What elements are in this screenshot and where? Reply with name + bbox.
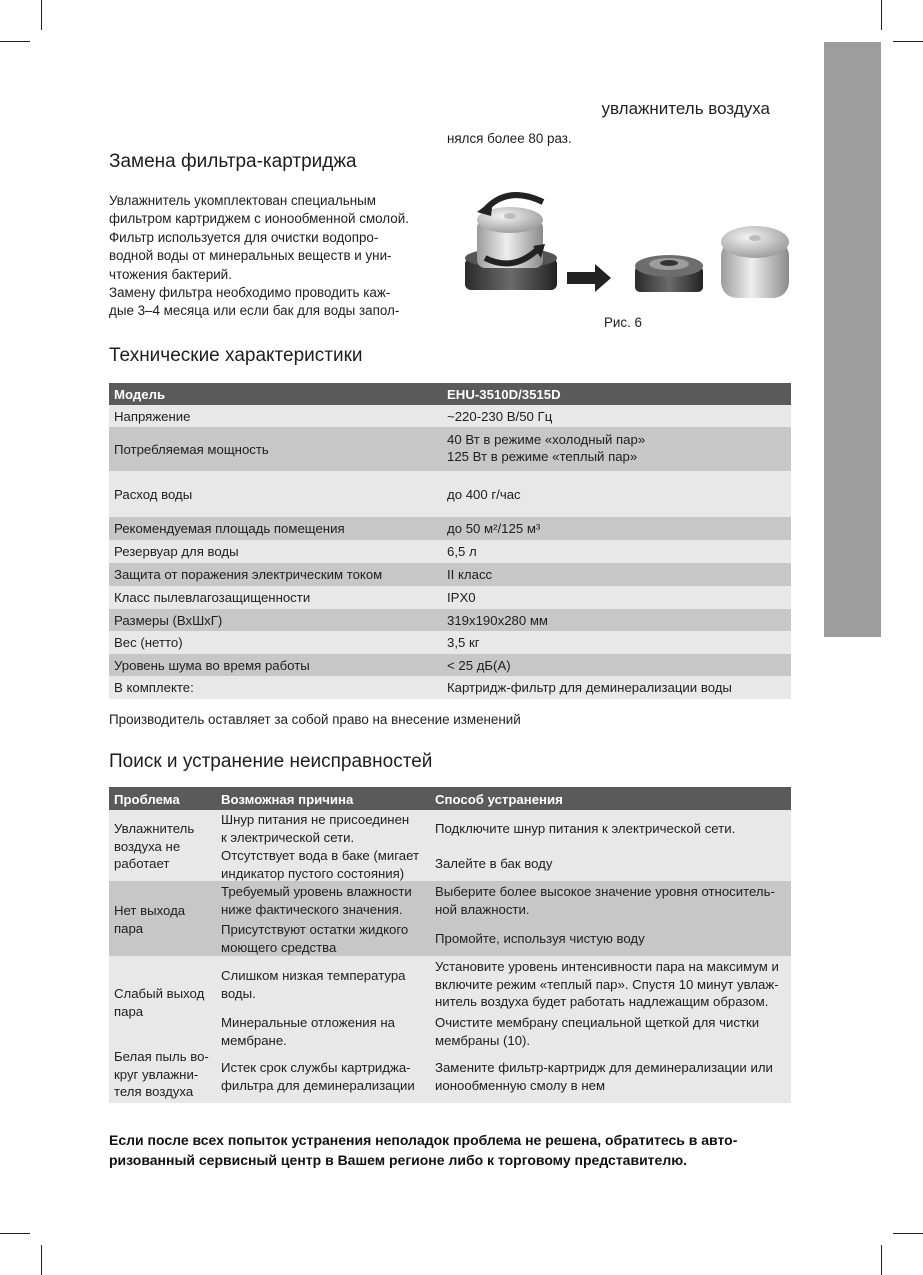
spec-value: IPX0 — [447, 590, 476, 605]
spec-label: В комплекте: — [114, 680, 194, 695]
crop-mark — [41, 1245, 42, 1275]
cell-line: круг увлажни- — [114, 1066, 199, 1082]
disclaimer-note: Производитель оставляет за собой право на внесение изменений — [109, 712, 521, 727]
troubleshooting-title: Поиск и устранение неисправностей — [109, 751, 433, 772]
spec-value: < 25 дБ(А) — [447, 657, 511, 673]
cell-line: Слабый выход — [114, 986, 205, 1001]
cell-line: нитель воздуха будет работать надлежащим образом. — [435, 994, 769, 1009]
crop-mark — [893, 1233, 923, 1234]
cell-line: пара — [114, 920, 144, 936]
crop-mark — [893, 41, 923, 42]
para-line: дые 3–4 месяца или если бак для воды запол- — [109, 303, 400, 319]
column-header: EHU-3510D/3515D — [447, 386, 561, 402]
para-line: фильтром картриджем с ионообменной смолой. — [109, 211, 409, 227]
cell-line: Истек срок службы картриджа- — [221, 1060, 411, 1075]
filter-base-icon — [635, 255, 703, 292]
table-row — [109, 471, 791, 517]
spec-value: II класс — [447, 567, 493, 582]
cell-line: Требуемый уровень влажности — [221, 884, 412, 899]
table-row — [109, 654, 791, 676]
spec-label: Уровень шума во время работы — [114, 657, 310, 673]
cell-line: работает — [114, 856, 170, 871]
table-header-row — [109, 787, 791, 810]
cause-cell — [221, 1014, 395, 1049]
column-header: Возможная причина — [221, 792, 354, 807]
cell-line: Присутствуют остатки жидкого — [221, 922, 409, 937]
cell-line: Увлажнитель — [114, 821, 195, 836]
spec-value: до 50 м²/125 м³ — [447, 521, 541, 536]
crop-mark — [41, 0, 42, 30]
cell-line: Белая пыль во- — [114, 1049, 209, 1064]
table-row — [109, 676, 791, 699]
arrow-right-icon — [567, 264, 611, 292]
table-header-row — [109, 383, 791, 405]
spec-value-line: 125 Вт в режиме «теплый пар» — [447, 449, 638, 464]
spec-value: ~220-230 В/50 Гц — [447, 408, 553, 424]
solution-cell — [435, 883, 775, 918]
spec-label: Расход воды — [114, 486, 193, 502]
filter-paragraph-continuation: нялся более 80 раз. — [447, 131, 572, 146]
spec-value: Картридж-фильтр для деминерализации воды — [447, 680, 732, 695]
cell-line: фильтра для деминерализации — [221, 1077, 415, 1093]
problem-cell — [114, 820, 194, 873]
specs-title: Технические характеристики — [109, 345, 363, 366]
para-line: водной воды от минеральных веществ и уни- — [109, 248, 392, 264]
note-line: Если после всех попыток устранения неполадок проблема не решена, обратитесь в авто- — [109, 1132, 738, 1148]
spec-label: Класс пылевлагозащищенности — [114, 590, 311, 605]
para-line: чтожения бактерий. — [109, 266, 232, 282]
column-header: Способ устранения — [435, 792, 563, 807]
cause-cell — [221, 847, 419, 882]
table-row — [109, 563, 791, 586]
cell-line: Нет выхода — [114, 903, 186, 918]
running-header: увлажнитель воздуха — [601, 99, 770, 118]
cell-line: Замените фильтр-картридж для деминерализации или — [435, 1060, 773, 1075]
cell-line: ионообменную смолу в нем — [435, 1077, 606, 1093]
spec-label: Напряжение — [114, 408, 191, 424]
cell-line: мембраны (10). — [435, 1032, 531, 1048]
figure-caption: Рис. 6 — [604, 315, 642, 330]
spec-label: Защита от поражения электрическим током — [114, 567, 383, 582]
cell-line: Залейте в бак воду — [435, 856, 553, 871]
table-row — [109, 586, 791, 609]
filter-paragraph — [109, 192, 439, 321]
service-center-note — [109, 1130, 799, 1170]
cell-line: теля воздуха — [114, 1084, 194, 1099]
note-line: ризованный сервисный центр в Вашем регионе либо к торговому представителю. — [109, 1152, 688, 1168]
spec-value-line: 40 Вт в режиме «холодный пар» — [447, 432, 646, 447]
problem-cell — [114, 1048, 209, 1101]
cell-line: индикатор пустого состояния) — [221, 865, 405, 881]
filter-cartridge-icon — [721, 226, 789, 298]
table-row — [109, 517, 791, 540]
crop-mark — [0, 41, 30, 42]
solution-cell — [435, 1014, 759, 1049]
cell-line: Установите уровень интенсивности пара на максимум и — [435, 959, 779, 974]
cell-line: моющего средства — [221, 939, 337, 955]
specs-table — [109, 383, 791, 699]
cell-line: Подключите шнур питания к электрической сети. — [435, 821, 736, 836]
troubleshooting-table — [109, 787, 791, 1103]
spec-label: Размеры (ВхШхГ) — [114, 612, 223, 628]
cell-line: Отсутствует вода в баке (мигает — [221, 848, 420, 863]
solution-cell — [435, 958, 779, 1011]
cell-line: Выберите более высокое значение уровня относитель- — [435, 884, 775, 899]
cell-line: включите режим «теплый пар». Спустя 10 минут увлаж- — [435, 976, 779, 992]
solution-cell — [435, 855, 552, 873]
filter-section-title: Замена фильтра-картриджа — [109, 151, 357, 172]
table-row — [109, 609, 791, 631]
problem-cell — [114, 985, 204, 1020]
cell-line: Минеральные отложения на — [221, 1015, 396, 1030]
crop-mark — [881, 0, 882, 30]
cell-line: ниже фактического значения. — [221, 901, 403, 917]
spec-value: 6,5 л — [447, 544, 477, 559]
cell-line: Слишком низкая температура — [221, 968, 406, 983]
cause-cell — [221, 967, 406, 1002]
spec-value: 3,5 кг — [447, 635, 480, 650]
table-row — [109, 427, 791, 471]
solution-cell — [435, 930, 645, 948]
cell-line: мембране. — [221, 1032, 287, 1048]
table-row — [109, 631, 791, 654]
column-header: Модель — [114, 386, 166, 402]
spec-value — [447, 431, 645, 465]
cell-line: воздуха не — [114, 838, 181, 854]
cause-cell — [221, 883, 412, 918]
table-row — [109, 405, 791, 427]
problem-cell — [114, 902, 185, 937]
filter-replacement-illustration — [455, 180, 795, 310]
spec-label: Рекомендуемая площадь помещения — [114, 521, 345, 536]
solution-cell — [435, 820, 735, 838]
cause-cell — [221, 921, 408, 956]
crop-mark — [881, 1245, 882, 1275]
para-line: Увлажнитель укомплектован специальным — [109, 193, 376, 208]
column-header: Проблема — [114, 792, 180, 807]
cell-line: к электрической сети. — [221, 829, 355, 845]
cell-line: Очистите мембрану специальной щеткой для чистки — [435, 1015, 760, 1030]
crop-mark — [0, 1233, 30, 1234]
para-line: Замену фильтра необходимо проводить каж- — [109, 285, 391, 301]
spec-value: до 400 г/час — [447, 486, 521, 502]
cell-line: ной влажности. — [435, 901, 530, 917]
para-line: Фильтр используется для очистки водопро- — [109, 229, 379, 245]
spec-label: Вес (нетто) — [114, 635, 183, 650]
table-row — [109, 540, 791, 563]
spec-value: 319x190x280 мм — [447, 612, 548, 628]
cause-cell — [221, 1059, 415, 1094]
spec-label: Резервуар для воды — [114, 544, 239, 559]
solution-cell — [435, 1059, 773, 1094]
cell-line: пара — [114, 1003, 144, 1019]
cell-line: Промойте, используя чистую воду — [435, 931, 645, 946]
side-tab — [824, 42, 881, 637]
spec-label: Потребляемая мощность — [114, 441, 269, 457]
cause-cell — [221, 811, 409, 846]
cell-line: воды. — [221, 985, 256, 1001]
cell-line: Шнур питания не присоединен — [221, 812, 410, 827]
